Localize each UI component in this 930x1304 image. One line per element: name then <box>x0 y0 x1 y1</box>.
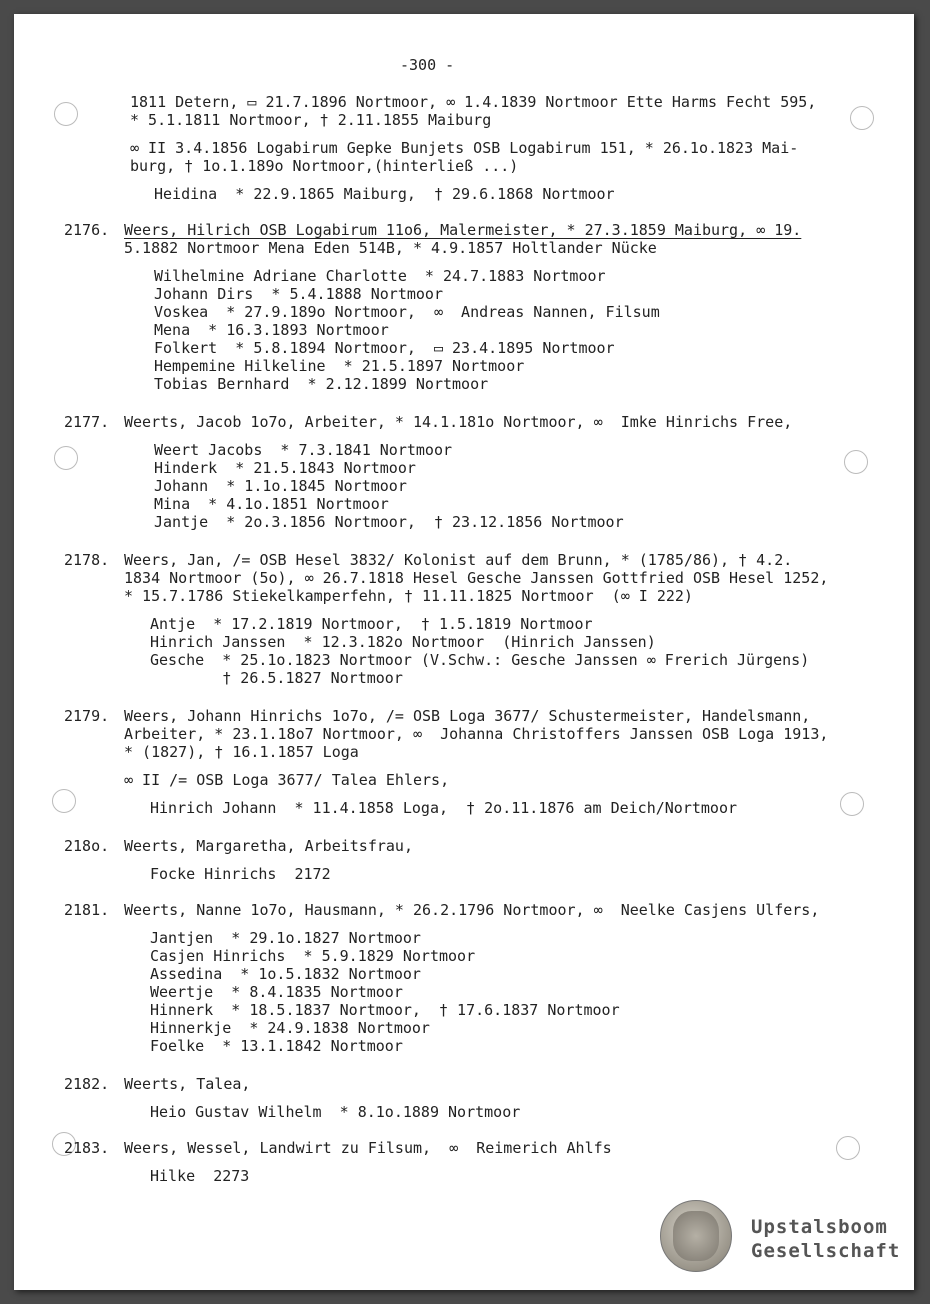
seal-logo-icon <box>660 1200 732 1272</box>
child-line: Jantje * 2o.3.1856 Nortmoor, † 23.12.1856 Nortmoor <box>154 513 624 531</box>
entry-extra: ∞ II /= OSB Loga 3677/ Talea Ehlers, <box>124 771 450 789</box>
child-line: Foelke * 13.1.1842 Nortmoor <box>150 1037 403 1055</box>
entry-head: Weers, Hilrich OSB Logabirum 11o6, Malermeister, * 27.3.1859 Maiburg, ∞ 19. <box>124 221 802 239</box>
entry-head: Weerts, Nanne 1o7o, Hausmann, * 26.2.1796 Nortmoor, ∞ Neelke Casjens Ulfers, <box>124 901 820 919</box>
punch-hole-icon <box>54 102 78 126</box>
child-line: Jantjen * 29.1o.1827 Nortmoor <box>150 929 421 947</box>
child-line: Hinderk * 21.5.1843 Nortmoor <box>154 459 416 477</box>
entry-head: Weers, Johann Hinrichs 1o7o, /= OSB Loga 3677/ Schustermeister, Handelsmann, <box>124 707 811 725</box>
child-line: Johann * 1.1o.1845 Nortmoor <box>154 477 407 495</box>
entry-head: 5.1882 Nortmoor Mena Eden 514B, * 4.9.1857 Holtlander Nücke <box>124 239 657 257</box>
header-line: Heidina * 22.9.1865 Maiburg, † 29.6.1868 Nortmoor <box>154 185 615 203</box>
punch-hole-icon <box>836 1136 860 1160</box>
header-line: 1811 Detern, ▭ 21.7.1896 Nortmoor, ∞ 1.4.1839 Nortmoor Ette Harms Fecht 595, <box>130 93 817 111</box>
child-line: Weertje * 8.4.1835 Nortmoor <box>150 983 403 1001</box>
child-line: Hempemine Hilkeline * 21.5.1897 Nortmoor <box>154 357 525 375</box>
child-line: † 26.5.1827 Nortmoor <box>150 669 403 687</box>
child-line: Mena * 16.3.1893 Nortmoor <box>154 321 389 339</box>
header-line: * 5.1.1811 Nortmoor, † 2.11.1855 Maiburg <box>130 111 492 129</box>
child-line: Voskea * 27.9.189o Nortmoor, ∞ Andreas Nannen, Filsum <box>154 303 660 321</box>
child-line: Hinnerk * 18.5.1837 Nortmoor, † 17.6.1837 Nortmoor <box>150 1001 620 1019</box>
entry-head: * 15.7.1786 Stiekelkamperfehn, † 11.11.1825 Nortmoor (∞ I 222) <box>124 587 693 605</box>
header-line: ∞ II 3.4.1856 Logabirum Gepke Bunjets OSB Logabirum 151, * 26.1o.1823 Mai- <box>130 139 799 157</box>
child-line: Focke Hinrichs 2172 <box>150 865 331 883</box>
entry-number: 218o. <box>64 837 110 855</box>
child-line: Hinrich Johann * 11.4.1858 Loga, † 2o.11.1876 am Deich/Nortmoor <box>150 799 737 817</box>
child-line: Wilhelmine Adriane Charlotte * 24.7.1883 Nortmoor <box>154 267 606 285</box>
entry-head: Arbeiter, * 23.1.18o7 Nortmoor, ∞ Johanna Christoffers Janssen OSB Loga 1913, <box>124 725 829 743</box>
entry-head: Weers, Wessel, Landwirt zu Filsum, ∞ Reimerich Ahlfs <box>124 1139 612 1157</box>
entry-head: 1834 Nortmoor (5o), ∞ 26.7.1818 Hesel Gesche Janssen Gottfried OSB Hesel 1252, <box>124 569 829 587</box>
child-line: Tobias Bernhard * 2.12.1899 Nortmoor <box>154 375 489 393</box>
entry-number: 2183. <box>64 1139 110 1157</box>
entry-number: 2176. <box>64 221 110 239</box>
child-line: Gesche * 25.1o.1823 Nortmoor (V.Schw.: Gesche Janssen ∞ Frerich Jürgens) <box>150 651 810 669</box>
entry-head: Weerts, Margaretha, Arbeitsfrau, <box>124 837 413 855</box>
entry-head: Weerts, Talea, <box>124 1075 251 1093</box>
document-page <box>14 14 914 1290</box>
entry-head: Weerts, Jacob 1o7o, Arbeiter, * 14.1.181o Nortmoor, ∞ Imke Hinrichs Free, <box>124 413 793 431</box>
child-line: Antje * 17.2.1819 Nortmoor, † 1.5.1819 Nortmoor <box>150 615 593 633</box>
child-line: Johann Dirs * 5.4.1888 Nortmoor <box>154 285 443 303</box>
child-line: Assedina * 1o.5.1832 Nortmoor <box>150 965 421 983</box>
brand-line2: Gesellschaft <box>751 1240 901 1262</box>
child-line: Hilke 2273 <box>150 1167 250 1185</box>
punch-hole-icon <box>844 450 868 474</box>
punch-hole-icon <box>54 446 78 470</box>
page-number: -300 - <box>400 56 455 74</box>
child-line: Hinnerkje * 24.9.1838 Nortmoor <box>150 1019 430 1037</box>
brand-line1: Upstalsboom <box>751 1216 888 1238</box>
entry-number: 2178. <box>64 551 110 569</box>
punch-hole-icon <box>850 106 874 130</box>
entry-number: 2182. <box>64 1075 110 1093</box>
entry-number: 2179. <box>64 707 110 725</box>
child-line: Folkert * 5.8.1894 Nortmoor, ▭ 23.4.1895 Nortmoor <box>154 339 615 357</box>
entry-head: * (1827), † 16.1.1857 Loga <box>124 743 359 761</box>
child-line: Mina * 4.1o.1851 Nortmoor <box>154 495 389 513</box>
child-line: Weert Jacobs * 7.3.1841 Nortmoor <box>154 441 453 459</box>
punch-hole-icon <box>840 792 864 816</box>
child-line: Casjen Hinrichs * 5.9.1829 Nortmoor <box>150 947 476 965</box>
child-line: Hinrich Janssen * 12.3.182o Nortmoor (Hinrich Janssen) <box>150 633 656 651</box>
punch-hole-icon <box>52 789 76 813</box>
entry-number: 2181. <box>64 901 110 919</box>
entry-number: 2177. <box>64 413 110 431</box>
header-line: burg, † 1o.1.189o Nortmoor,(hinterließ ...) <box>130 157 519 175</box>
child-line: Heio Gustav Wilhelm * 8.1o.1889 Nortmoor <box>150 1103 521 1121</box>
entry-head: Weers, Jan, /= OSB Hesel 3832/ Kolonist auf dem Brunn, * (1785/86), † 4.2. <box>124 551 793 569</box>
